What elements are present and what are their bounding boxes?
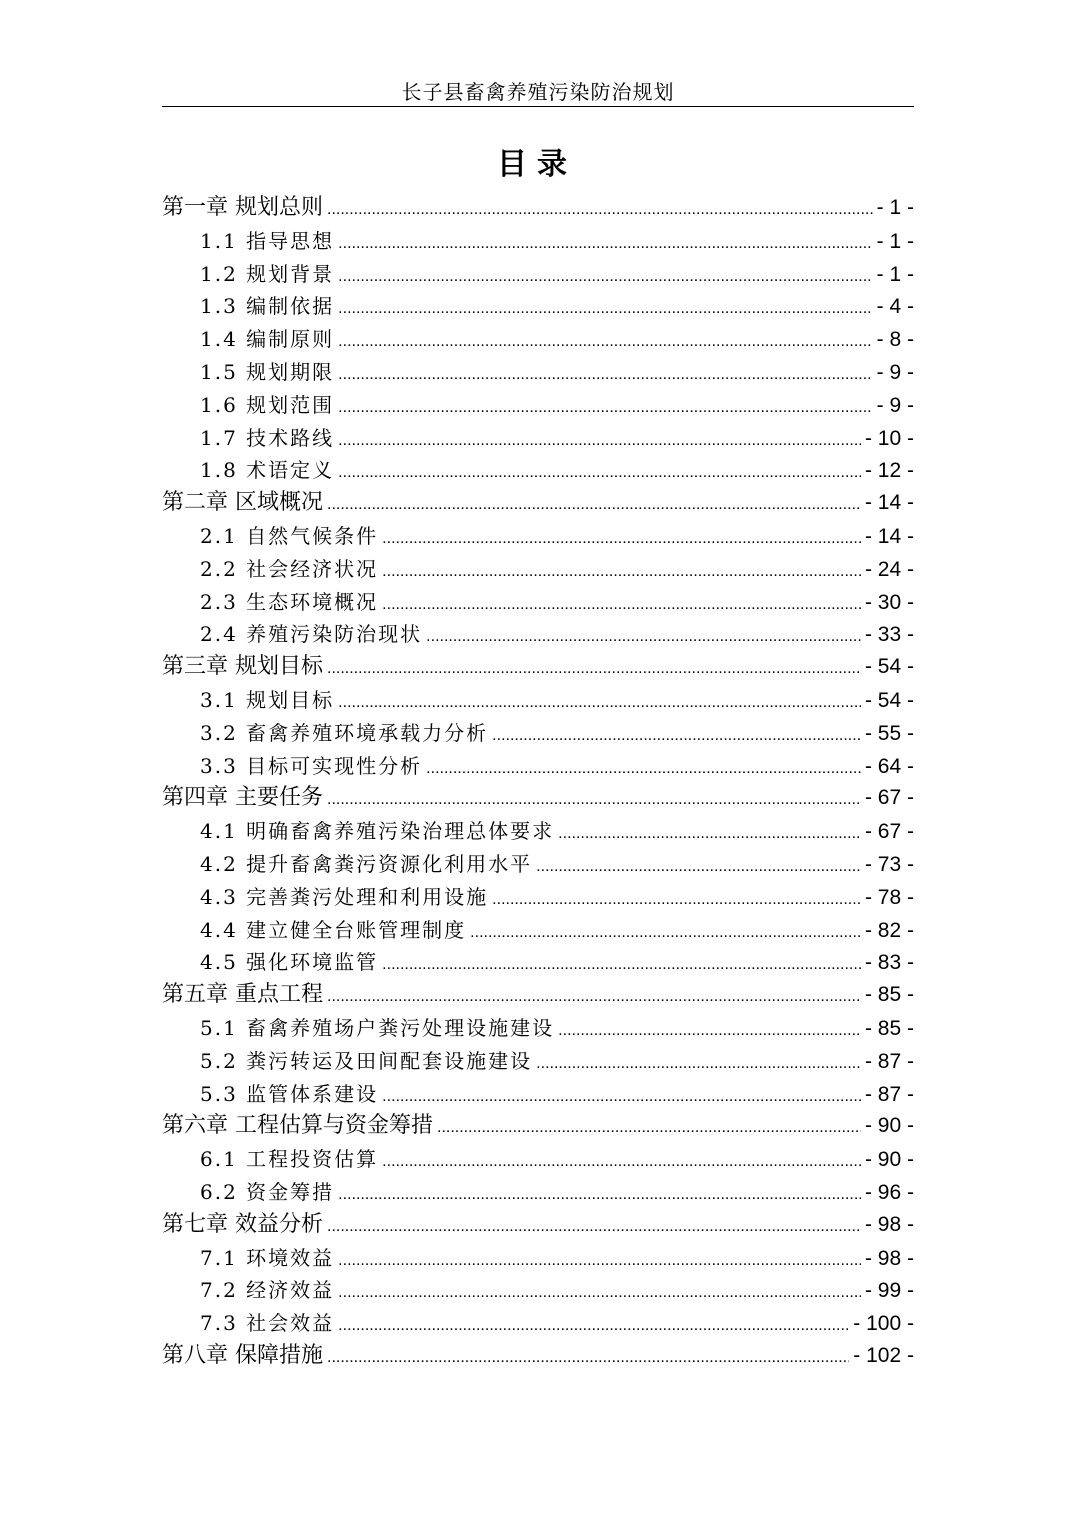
toc-page-number: - 14 -	[864, 524, 914, 548]
dot-leader	[437, 1112, 861, 1145]
toc-entry-label: 1.3 编制依据	[200, 294, 335, 319]
dot-leader	[492, 720, 861, 753]
toc-entry-label: 7.2 经济效益	[200, 1278, 335, 1303]
toc-section-entry[interactable]	[162, 553, 914, 586]
toc-entry-label: 6.1 工程投资估算	[200, 1147, 379, 1172]
toc-entry-label: 7.1 环境效益	[200, 1245, 335, 1270]
toc-chapter-entry[interactable]	[162, 192, 914, 225]
toc-section-entry[interactable]	[162, 750, 914, 783]
toc-entry-label: 第二章 区域概况	[162, 490, 323, 516]
toc-section-entry[interactable]	[162, 1012, 914, 1045]
toc-section-entry[interactable]	[162, 914, 914, 947]
toc-page-number: - 87 -	[864, 1049, 914, 1073]
toc-page-number: - 87 -	[864, 1082, 914, 1106]
dot-leader	[382, 949, 861, 982]
toc-entry-label: 2.3 生态环境概况	[200, 589, 379, 614]
toc-entry-label: 1.5 规划期限	[200, 359, 335, 384]
toc-section-entry[interactable]	[162, 1045, 914, 1078]
toc-entry-label: 7.3 社会效益	[200, 1311, 335, 1336]
dot-leader	[470, 917, 861, 950]
toc-entry-label: 1.6 规划范围	[200, 392, 335, 417]
toc-page-number: - 9 -	[876, 393, 914, 417]
toc-entry-label: 第七章 效益分析	[162, 1211, 323, 1237]
toc-page-number: - 100 -	[853, 1312, 914, 1336]
toc-chapter-entry[interactable]	[162, 1340, 914, 1373]
toc-entry-label: 第五章 重点工程	[162, 982, 323, 1008]
toc-entry-label: 4.2 提升畜禽粪污资源化利用水平	[200, 851, 533, 876]
toc-entry-label: 2.1 自然气候条件	[200, 523, 379, 548]
dot-leader	[338, 228, 872, 261]
dot-leader	[338, 1179, 861, 1212]
toc-chapter-entry[interactable]	[162, 487, 914, 520]
dot-leader	[338, 392, 872, 425]
toc-page-number: - 14 -	[864, 491, 914, 515]
dot-leader	[327, 981, 861, 1014]
toc-page-number: - 98 -	[864, 1212, 914, 1236]
toc-entry-label: 5.1 畜禽养殖场户粪污处理设施建设	[200, 1015, 555, 1040]
toc-page-number: - 90 -	[864, 1114, 914, 1138]
toc-entry-label: 4.3 完善粪污处理和利用设施	[200, 884, 489, 909]
running-header: 长子县畜禽养殖污染防治规划	[162, 78, 914, 107]
toc-chapter-entry[interactable]	[162, 782, 914, 815]
toc-section-entry[interactable]	[162, 422, 914, 455]
dot-leader	[327, 194, 873, 227]
toc-page-number: - 4 -	[876, 295, 914, 319]
toc-chapter-entry[interactable]	[162, 979, 914, 1012]
dot-leader	[327, 1342, 849, 1375]
toc-section-entry[interactable]	[162, 290, 914, 323]
toc-page-number: - 12 -	[864, 459, 914, 483]
dot-leader	[382, 1081, 861, 1114]
toc-entry-label: 4.4 建立健全台账管理制度	[200, 917, 467, 942]
dot-leader	[338, 261, 872, 294]
toc-entry-label: 第一章 规划总则	[162, 195, 323, 220]
dot-leader	[536, 851, 861, 884]
toc-entry-label: 6.2 资金筹措	[200, 1179, 335, 1204]
toc-section-entry[interactable]	[162, 225, 914, 258]
toc-page-number: - 99 -	[864, 1279, 914, 1303]
toc-entry-label: 第六章 工程估算与资金筹措	[162, 1113, 433, 1139]
dot-leader	[338, 1277, 861, 1310]
toc-page-number: - 1 -	[876, 262, 914, 286]
toc-section-entry[interactable]	[162, 717, 914, 750]
toc-page-number: - 82 -	[864, 918, 914, 942]
toc-page-number: - 67 -	[864, 820, 914, 844]
dot-leader	[338, 1245, 861, 1278]
toc-section-entry[interactable]	[162, 1176, 914, 1209]
dot-leader	[536, 1048, 861, 1081]
toc-page-number: - 1 -	[876, 229, 914, 253]
toc-section-entry[interactable]	[162, 1242, 914, 1275]
toc-entry-label: 1.1 指导思想	[200, 228, 335, 253]
toc-section-entry[interactable]	[162, 454, 914, 487]
toc-entry-label: 2.4 养殖污染防治现状	[200, 622, 423, 647]
toc-entry-label: 3.2 畜禽养殖环境承载力分析	[200, 720, 489, 745]
dot-leader	[492, 884, 861, 917]
toc-page-number: - 90 -	[864, 1148, 914, 1172]
dot-leader	[382, 523, 861, 556]
toc-entry-label: 第四章 主要任务	[162, 785, 323, 811]
toc-page-number: - 54 -	[864, 688, 914, 712]
toc-entry-label: 4.5 强化环境监管	[200, 950, 379, 975]
dot-leader	[426, 753, 861, 786]
toc-entry-label: 3.1 规划目标	[200, 687, 335, 712]
dot-leader	[338, 687, 861, 720]
toc-section-entry[interactable]	[162, 1274, 914, 1307]
toc-section-entry[interactable]	[162, 323, 914, 356]
toc-entry-label: 1.7 技术路线	[200, 425, 335, 450]
toc-section-entry[interactable]	[162, 684, 914, 717]
toc-page-number: - 85 -	[864, 983, 914, 1007]
toc-section-entry[interactable]	[162, 389, 914, 422]
toc-entry-label: 2.2 社会经济状况	[200, 556, 379, 581]
toc-entry-label: 第三章 规划目标	[162, 654, 323, 680]
toc-section-entry[interactable]	[162, 618, 914, 651]
toc-page-number: - 10 -	[864, 426, 914, 450]
toc-page-number: - 33 -	[864, 623, 914, 647]
toc-page-number: - 78 -	[864, 885, 914, 909]
toc-page-number: - 64 -	[864, 754, 914, 778]
toc-page-number: - 96 -	[864, 1180, 914, 1204]
toc-entry-label: 4.1 明确畜禽养殖污染治理总体要求	[200, 819, 555, 844]
toc-section-entry[interactable]	[162, 1143, 914, 1176]
toc-section-entry[interactable]	[162, 848, 914, 881]
toc-entry-label: 1.4 编制原则	[200, 327, 335, 352]
toc-section-entry[interactable]	[162, 520, 914, 553]
toc-title: 目录	[497, 147, 577, 182]
dot-leader	[338, 457, 861, 490]
dot-leader	[382, 556, 861, 589]
toc-entry-label: 5.2 粪污转运及田间配套设施建设	[200, 1048, 533, 1073]
toc-chapter-entry[interactable]	[162, 1209, 914, 1242]
toc-entry-label: 5.3 监管体系建设	[200, 1081, 379, 1106]
toc-page-number: - 1 -	[876, 196, 914, 219]
toc-entry-label: 1.8 术语定义	[200, 458, 335, 483]
toc-section-entry[interactable]	[162, 586, 914, 619]
toc-chapter-entry[interactable]	[162, 1110, 914, 1143]
dot-leader	[327, 489, 861, 522]
toc-section-entry[interactable]	[162, 815, 914, 848]
toc-page-number: - 54 -	[864, 655, 914, 679]
toc-page-number: - 30 -	[864, 590, 914, 614]
toc-page-number: - 85 -	[864, 1016, 914, 1040]
toc-section-entry[interactable]	[162, 258, 914, 291]
toc-page-number: - 55 -	[864, 721, 914, 745]
dot-leader	[382, 589, 861, 622]
toc-page-number: - 73 -	[864, 852, 914, 876]
toc-page-number: - 83 -	[864, 951, 914, 975]
toc-page-number: - 8 -	[876, 328, 914, 352]
toc-entry-label: 第八章 保障措施	[162, 1342, 323, 1368]
dot-leader	[327, 784, 861, 817]
toc-page-number: - 98 -	[864, 1246, 914, 1270]
dot-leader	[558, 818, 861, 851]
toc-section-entry[interactable]	[162, 356, 914, 389]
toc-chapter-entry[interactable]	[162, 651, 914, 684]
table-of-contents	[162, 192, 914, 1373]
dot-leader	[558, 1015, 861, 1048]
toc-section-entry[interactable]	[162, 1078, 914, 1111]
dot-leader	[426, 621, 861, 654]
dot-leader	[382, 1146, 861, 1179]
toc-page-number: - 9 -	[876, 360, 914, 384]
toc-page-number: - 67 -	[864, 786, 914, 810]
toc-page-number: - 102 -	[853, 1343, 914, 1367]
toc-entry-label: 1.2 规划背景	[200, 261, 335, 286]
toc-section-entry[interactable]	[162, 881, 914, 914]
dot-leader	[338, 359, 872, 392]
dot-leader	[338, 326, 872, 359]
dot-leader	[338, 1310, 849, 1343]
toc-page-number: - 24 -	[864, 557, 914, 581]
dot-leader	[327, 1211, 861, 1244]
toc-section-entry[interactable]	[162, 1307, 914, 1340]
dot-leader	[327, 653, 861, 686]
toc-section-entry[interactable]	[162, 946, 914, 979]
toc-entry-label: 3.3 目标可实现性分析	[200, 753, 423, 778]
dot-leader	[338, 425, 861, 458]
dot-leader	[338, 293, 872, 326]
